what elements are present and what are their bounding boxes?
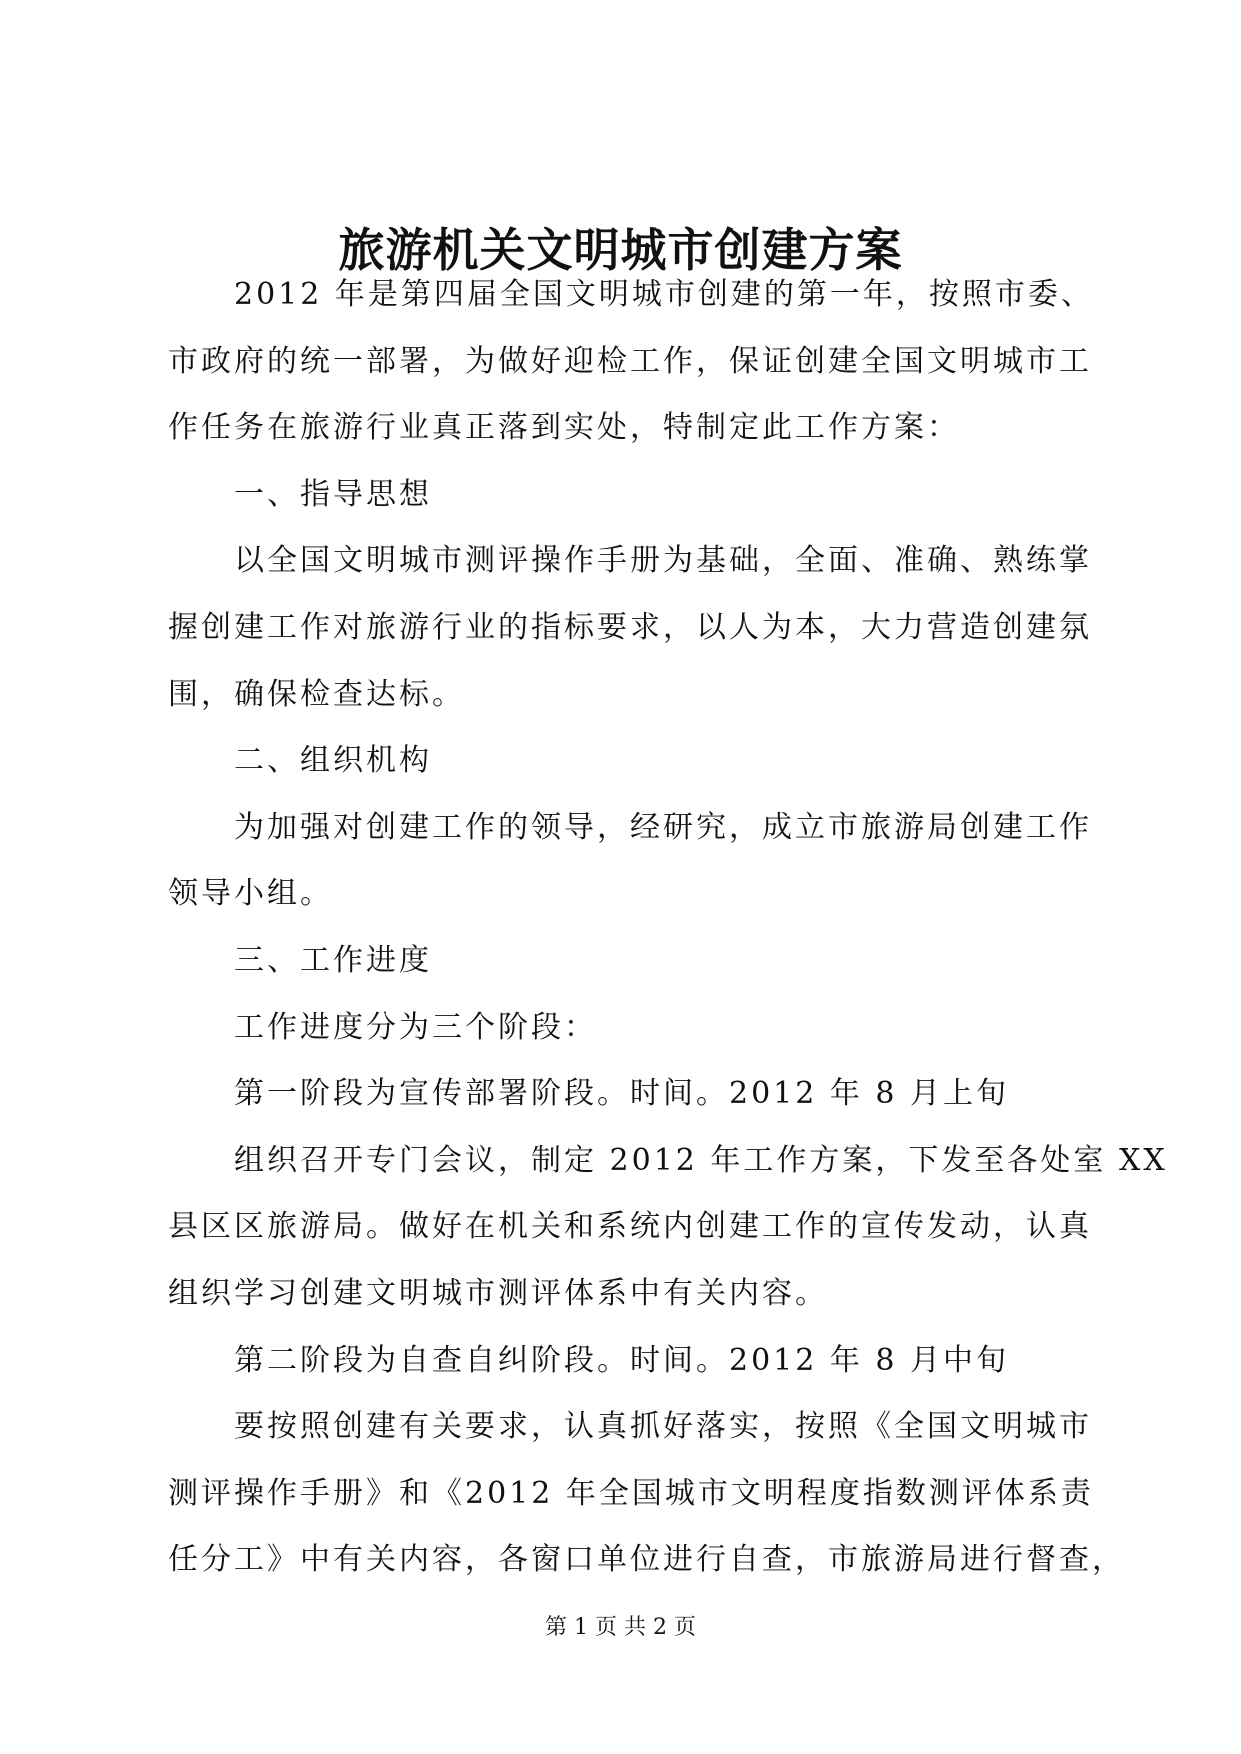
paragraph-line: 第二阶段为自查自纠阶段。时间。2012 年 8 月中旬 <box>234 1342 1010 1378</box>
paragraph-line: 为加强对创建工作的领导，经研究，成立市旅游局创建工作 <box>234 809 1092 845</box>
section-heading: 三、工作进度 <box>234 942 432 978</box>
paragraph-line: 任分工》中有关内容，各窗口单位进行自查，市旅游局进行督查， <box>168 1542 1125 1578</box>
paragraph-line: 领导小组。 <box>168 876 333 912</box>
paragraph-line: 测评操作手册》和《2012 年全国城市文明程度指数测评体系责 <box>168 1475 1094 1511</box>
document-body <box>168 262 1168 1594</box>
paragraph-line: 组织召开专门会议，制定 2012 年工作方案，下发至各处室 XX <box>234 1142 1168 1178</box>
paragraph-line: 要按照创建有关要求，认真抓好落实，按照《全国文明城市 <box>234 1409 1092 1445</box>
section-heading: 二、组织机构 <box>234 743 432 779</box>
paragraph-line: 县区区旅游局。做好在机关和系统内创建工作的宣传发动，认真 <box>168 1209 1092 1245</box>
paragraph-line: 组织学习创建文明城市测评体系中有关内容。 <box>168 1275 828 1311</box>
paragraph-line: 第一阶段为宣传部署阶段。时间。2012 年 8 月上旬 <box>234 1076 1010 1112</box>
document-title: 旅游机关文明城市创建方案 <box>338 223 903 277</box>
paragraph-line: 握创建工作对旅游行业的指标要求，以人为本，大力营造创建氛 <box>168 609 1092 645</box>
paragraph-line: 市政府的统一部署，为做好迎检工作，保证创建全国文明城市工 <box>168 343 1092 379</box>
paragraph-line: 工作进度分为三个阶段： <box>234 1009 597 1045</box>
paragraph-line: 围，确保检查达标。 <box>168 676 465 712</box>
paragraph-line: 以全国文明城市测评操作手册为基础，全面、准确、熟练掌 <box>234 543 1092 579</box>
paragraph-line: 作任务在旅游行业真正落到实处，特制定此工作方案： <box>168 410 960 446</box>
section-heading: 一、指导思想 <box>234 476 432 512</box>
page-footer: 第 1 页 共 2 页 <box>545 1615 696 1640</box>
paragraph-line: 2012 年是第四届全国文明城市创建的第一年，按照市委、 <box>234 277 1094 312</box>
